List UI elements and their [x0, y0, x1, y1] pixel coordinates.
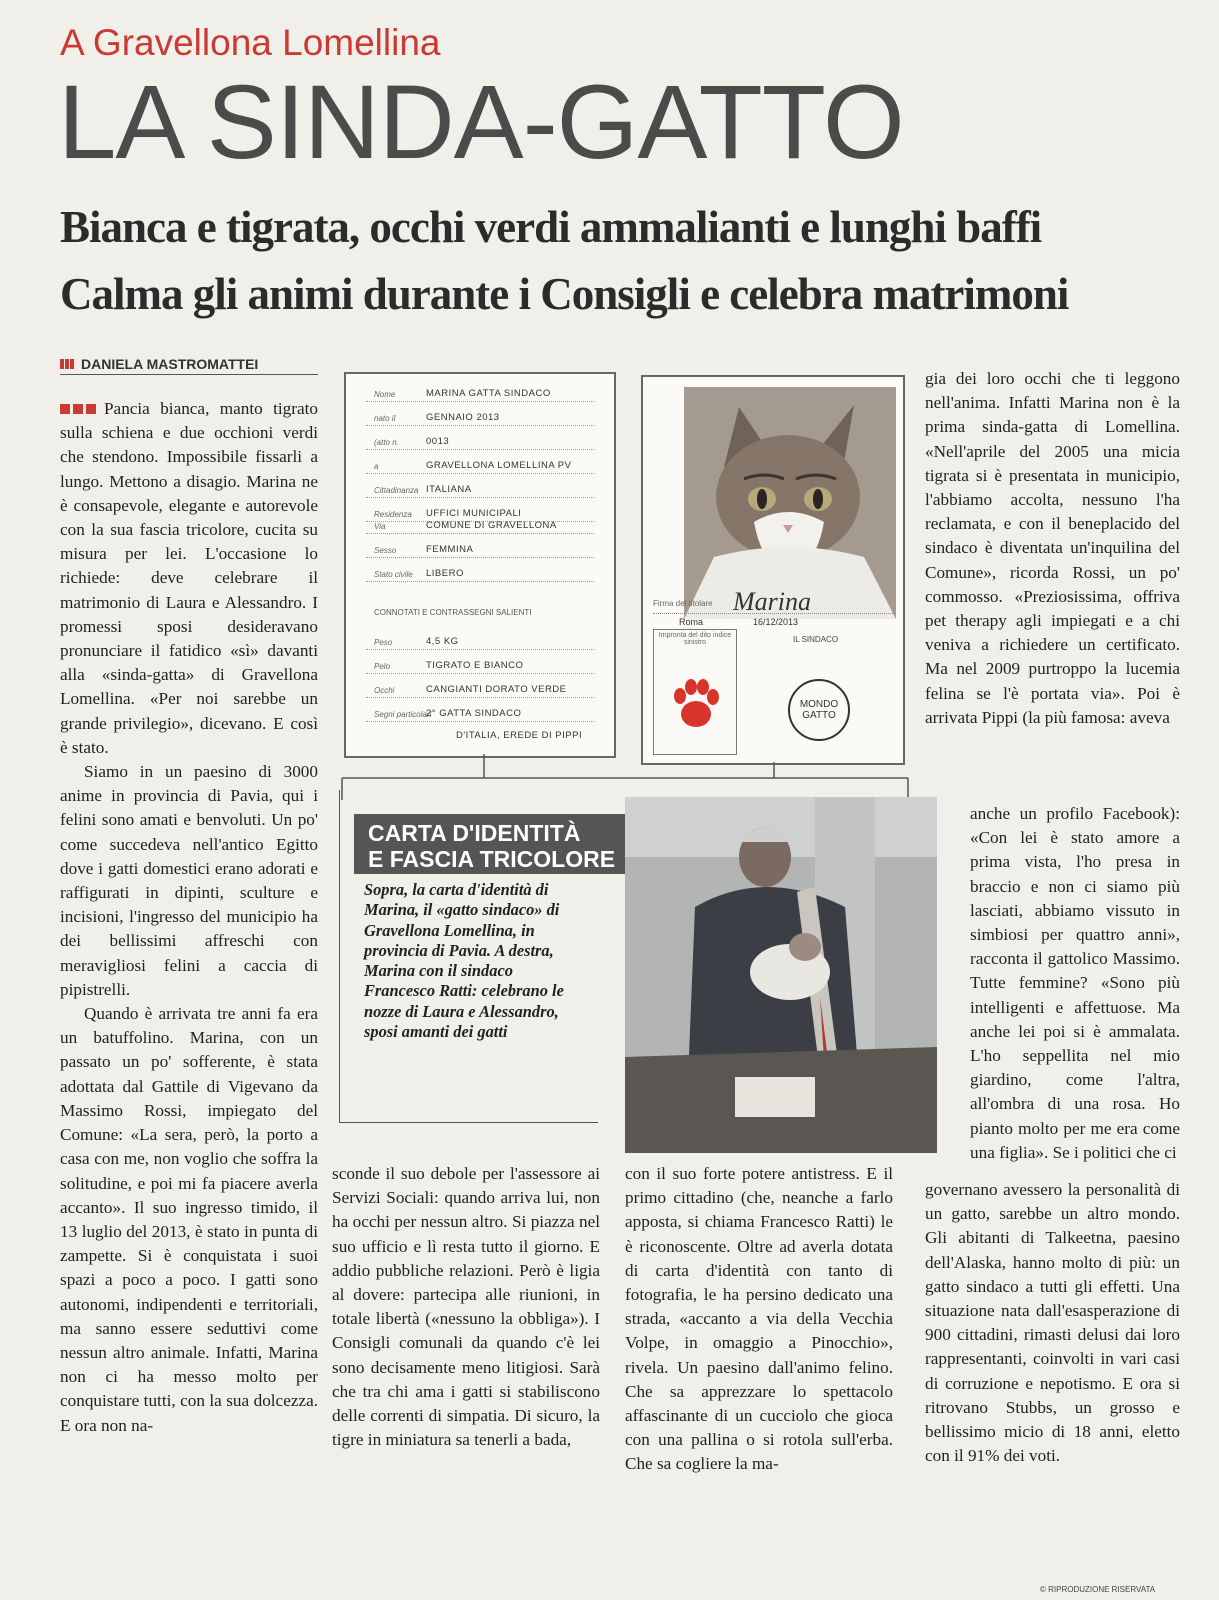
article-column-4-bottom [925, 1178, 1180, 1468]
mayor-with-cat-illustration [625, 797, 937, 1153]
paragraph: sconde il suo debole per l'assessore ai Servizi Sociali: quando arriva lui, non ha occhi per nessun altro. Si piazza nel suo ufficio e lì resta tutto il giorno. E addio pubbliche relazioni. Però è ligia al dovere: partecipa alle riunioni, in totale libertà («nessuno la obbliga»). I Consigli comunali da quando c'è lei sono decisamente meno litigiosi. Sarà che tra chi ama i gatti si stabiliscono delle correnti di simpatia. Di sicuro, la tigre in miniatura sa tenerli a bada, [332, 1164, 600, 1450]
id-card-field-line [366, 473, 594, 474]
id-card-field-label: Residenza [374, 510, 412, 519]
id-card-field-value: FEMMINA [426, 544, 474, 555]
identity-card [344, 372, 616, 758]
identity-card-photo-page [641, 375, 905, 765]
id-card-field-value: GRAVELLONA LOMELLINA PV [426, 460, 572, 471]
stamp: MONDO GATTO [788, 679, 850, 741]
id-card-field-label: Segni particolari [374, 710, 432, 719]
byline-author: DANIELA MASTROMATTEI [81, 356, 259, 372]
id-card-field-value: COMUNE DI GRAVELLONA [426, 520, 557, 531]
cat-photo [684, 387, 896, 619]
paragraph: anche un profilo Facebook): «Con lei è stato amore a prima vista, l'ho presa in braccio e non ci siamo più lasciati, abbiamo vissuto in simbiosi per quattro anni», racconta il gattolico Massimo. Tutte femmine? «Sono più intelligenti e affettuose. Ma anche lei poi si è ammalata. L'ho seppellita nel mio giardino, come l'altra, all'ombra di una rosa. Ho pianto molto per me era come una figlia». Se i politici che ci [970, 804, 1180, 1162]
id-card-field-label: Sesso [374, 546, 397, 555]
id-card-field-line [366, 533, 594, 534]
id-card-field-value: GENNAIO 2013 [426, 412, 500, 423]
article-column-2 [332, 1162, 600, 1452]
paragraph: gia dei loro occhi che ti leggono nell'anima. Infatti Marina non è la prima sinda-gatta di Lomellina. «Nell'aprile del 2005 una micia tigrata si è presentata in municipio, l'abbiamo accolta, nessuno l'ha reclamata, e con il beneplacido del sindaco è diventata un'inquilina del Comune», ricorda Rossi, un po' commosso. «Preziosissima, offriva pet therapy agli impiegati e a chi veniva a richiedere un certificato. Ma nel 2009 purtroppo la lucemia felina se l'è portata via». Poi è arrivata Pippi (la più famosa: aveva [925, 369, 1180, 727]
id-card-field-value: CANGIANTI DORATO VERDE [426, 684, 567, 695]
id-card-extra-line: D'ITALIA, EREDE DI PIPPI [456, 730, 583, 741]
article-column-3 [625, 1162, 893, 1477]
signature: Marina [733, 587, 811, 616]
paragraph: con il suo forte potere antistress. E il primo cittadino (che, neanche a farlo apposta, si chiama Francesco Ratti) le è riconoscente. Oltre ad averla dotata di carta d'identità con tanto di fotografia, le ha persino dedicato una strada, «accanto a via della Vecchia Volpe, in omaggio a Pinocchio», rivela. Un paesino dall'animo felino. Che sa apprezzare lo spettacolo affascinante di un cucciolo che gioca con una pallina o si rotola sull'erba. Che sa cogliere la ma- [625, 1164, 893, 1474]
id-card-field-value: 0013 [426, 436, 450, 447]
id-card-field-value: TIGRATO E BIANCO [426, 660, 524, 671]
paragraph: Pancia bianca, manto tigrato sulla schiena e due occhioni verdi che stendono. Impossibile fissarli a lungo. Mettono a disagio. Marina ne è consapevole, elegante e autorevole con la sua fascia tricolore, cucita su misura per lei. L'occasione lo richiede: deve celebrare il matrimonio di Laura e Alessandro. I promessi sposi desideravano pronunciare il fatidico «sì» davanti alla «sinda-gatta» di Gravellona Lomellina. «Per noi sarebbe un grande privilegio», dicevano. E così è stato. [60, 399, 318, 757]
id-card-field-value: 2° GATTA SINDACO [426, 708, 522, 719]
id-card-field-line [366, 497, 594, 498]
id-card-field-label: Nome [374, 390, 396, 399]
subtitle-line-1: Bianca e tigrata, occhi verdi ammalianti e lunghi baffi [60, 202, 1042, 252]
mayor-label: IL SINDACO [793, 635, 839, 644]
id-card-field-label: Pelo [374, 662, 391, 671]
id-card-field-label: nato il [374, 414, 396, 423]
id-card-field-label: (atto n. [374, 438, 399, 447]
id-card-field-line [366, 449, 594, 450]
cat-illustration [684, 387, 896, 619]
imprint-label: Impronta del dito indice sinistro [658, 632, 732, 646]
caption-box-line-1: CARTA D'IDENTITÀ [368, 820, 581, 846]
signature-line [653, 613, 893, 614]
id-card-field-value: ITALIANA [426, 484, 472, 495]
id-card-field-label: Stato civile [374, 570, 413, 579]
paragraph: governano avessero la personalità di un gatto, sarebbe un altro mondo. Gli abitanti di Talkeetna, paesino dell'Alaska, hanno molto di più: un gatto sindaco a tutti gli effetti. Una situazione nata dall'esasperazione di 900 cittadini, rimasti delusi dai loro rappresentanti, coinvolti in vari casi di corruzione e nepotismo. E ora si ritrovano Stubbs, un grosso e bellissimo micio di 18 anni, eletto con il 91% dei voti. [925, 1180, 1180, 1466]
id-card-field-value: UFFICI MUNICIPALI [426, 508, 522, 519]
article-column-1 [60, 397, 318, 1438]
signature-label: Firma del titolare [653, 599, 713, 608]
id-card-field-value: LIBERO [426, 568, 464, 579]
caption-box-line-2: E FASCIA TRICOLORE [368, 846, 616, 872]
id-card-field-line [366, 425, 594, 426]
subtitle-line-2: Calma gli animi durante i Consigli e celebra matrimoni [60, 269, 1069, 319]
mayor-photo [625, 797, 937, 1153]
byline [60, 356, 318, 375]
article-column-4-top [925, 367, 1180, 730]
id-card-field-line [366, 557, 594, 558]
id-card-field-line [366, 697, 594, 698]
place: Roma [679, 617, 704, 627]
article-column-4-narrow [970, 802, 1180, 1165]
id-card-field-label: Via [374, 522, 386, 531]
id-card-field-line [366, 581, 594, 582]
paragraph: Siamo in un paesino di 3000 anime in provincia di Pavia, qui i felini sono amati e benvoluti. Un po' come succedeva nell'antico Egitto dove i gatti domestici erano adorati e raffigurati in dipinti, sculture e incisioni, l'ingresso del municipio ha dei bellissimi affreschi con meravigliosi felini a caccia di pipistrelli. [60, 762, 318, 999]
id-card-field-value: 4,5 KG [426, 636, 459, 647]
paragraph: Quando è arrivata tre anni fa era un batuffolino. Marina, con un passato un po' sofferente, è stata adottata dal Gattile di Vigevano da Massimo Rossi, impiegato del Comune: «La sera, però, la porto a casa con me, non voglio che soffra la solitudine, e poi mi fa piacere averla accanto». Il suo ingresso timido, il 13 luglio del 2013, è stato in punta di zampette. Si è conquistata i suoi spazi a poco a poco. I gatti sono autonomi, indipendenti e territoriali, ma sanno essere seduttivi come nessun altro animale. Infatti, Marina non ci ha messo molto per conquistare tutti, con la sua dolcezza. E ora non na- [60, 1004, 318, 1435]
id-card-field-value: MARINA GATTA SINDACO [426, 388, 551, 399]
id-card-field-line [366, 721, 594, 722]
id-card-field-label: Occhi [374, 686, 395, 695]
photo-caption: Sopra, la carta d'identità di Marina, il «gatto sindaco» di Gravellona Lomellina, in provincia di Pavia. A destra, Marina con il sindaco Francesco Ratti: celebrano le nozze di Laura e Alessandro, sposi amanti dei gatti [364, 880, 564, 1042]
fingerprint-box [653, 629, 737, 755]
id-card-field-line [366, 401, 594, 402]
id-card-field-label: a [374, 462, 379, 471]
caption-box [354, 814, 639, 874]
issue-date: 16/12/2013 [753, 617, 799, 627]
id-card-section-title: CONNOTATI E CONTRASSEGNI SALIENTI [374, 608, 532, 617]
copyright: © RIPRODUZIONE RISERVATA [1040, 1585, 1156, 1594]
paragraph-marker-icon [60, 404, 98, 414]
paw-print-icon [666, 674, 726, 734]
headline: LA SINDA-GATTO [58, 64, 904, 181]
kicker: A Gravellona Lomellina [60, 22, 441, 63]
id-card-field-line [366, 673, 594, 674]
id-card-field-line [366, 649, 594, 650]
id-card-field-label: Cittadinanza [374, 486, 419, 495]
byline-marker-icon [60, 359, 75, 369]
id-card-field-label: Peso [374, 638, 393, 647]
